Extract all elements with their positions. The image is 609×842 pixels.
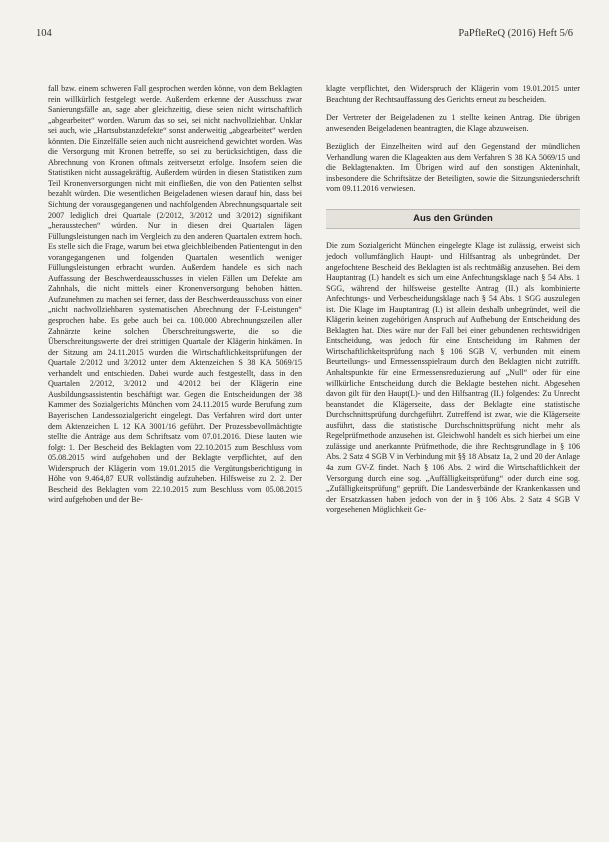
body-paragraph: Die zum Sozialgericht München eingelegte Klage ist zulässig, erweist sich jedoch vollumfänglich Haupt- und Hilfsantrag als unbegründet. Der angefochtene Bescheid des Beklagten ist als rechtmäßig anzusehen. Bei dem Hauptantrag (I.) handelt es sich um eine Anfechtungsklage nach § 54 Abs. 1 SGG, während der hilfsweise gestellte Antrag (II.) als kombinierte Anfechtungs- und Verbescheidungsklage nach § 54 Abs. 1 SGG auszulegen ist. Die Klage im Hauptantrag (I.) ist allein deshalb unbegründet, weil die Klägerin keinen zugehörigen Anspruch auf Aufhebung der Entscheidung des Beklagten hat. Dies wäre nur der Fall bei einer gebundenen rechtswidrigen Entscheidung, was jedoch für eine Entscheidung im Rahmen der Wirtschaftlichkeitsprüfung nach § 106 SGB V, verbunden mit einem Beurteilungs- und Ermessensspielraum durch den Beklagten nicht zutrifft. Anhaltspunkte für eine Ermessensreduzierung auf „Null“ oder für eine willkürliche Entscheidung durch die Beklagte bestehen nicht. Abgesehen davon gilt für den Haupt(I.)- und den Hilfsantrag (II.) folgendes: Zu Unrecht beanstandet die Klägerseite, dass der Beklagte eine statistische Durchschnittsprüfung durchgeführt. Zutreffend ist zwar, wie die Klägerseite ausführt, dass die statistische Durchschnittsprüfung nicht mehr als Regelprüfmethode anzusehen ist. Gleichwohl handelt es sich hierbei um eine zulässige und anerkannte Prüfmethode, die ihre Rechtsgrundlage in § 106 Abs. 2 Satz 4 SGB V in Verbindung mit §§ 18 Absatz 1a, 2 und 20 der Anlage 4a zum GV-Z findet. Nach § 106 Abs. 2 wird die Wirtschaftlichkeit der Versorgung durch eine sog. „Auffälligkeitsprüfung“ oder durch eine sog. „Zufälligkeitsprüfung“ geprüft. Die Landesverbände der Krankenkassen und der Ersatzkassen haben jedoch von der in § 106 Abs. 2 Satz 4 SGB V vorgesehenen Möglichkeit Ge- bbox=[326, 241, 580, 515]
running-header bbox=[36, 28, 573, 42]
body-paragraph: klagte verpflichtet, den Widerspruch der Klägerin vom 19.01.2015 unter Beachtung der Rechtsauffassung des Gerichts erneut zu bescheiden. bbox=[326, 84, 580, 104]
body-paragraph: fall bzw. einem schweren Fall gesprochen werden könne, von dem Beklagten rein willkürlich festgelegt werde. Außerdem erkenne der Ausschuss zwar Sanierungsfälle an, sage aber gleichzeitig, diese seien nicht wirtschaftlich „abgearbeitet“ worden. Warum das so sei, sei nicht nachvollziehbar. Unklar sei auch, wie „Hartsubstanzdefekte“ sonst anderweitig „abgearbeitet“ werden könnten. Die Einzelfälle seien auch nicht ausreichend gewichtet worden. Was die Versorgung mit Kronen betreffe, so sei zu berücksichtigen, dass die Abrechnung von Kronen oftmals zeitversetzt erfolge. Insofern seien die Statistiken nicht aussagekräftig. Außerdem würden in diesen Statistiken zum Teil Kronenversorgungen nicht mit einfließen, die von den Patienten selbst bezahlt würden. Die wesentlichen Beigeladenen wiesen darauf hin, dass bei Sichtung der vorausgegangenen und nachfolgenden Abrechnungsquartale seit 2007 lediglich drei Quartale (2/2012, 3/2012 und 3/2012) signifikant „herausstechen“ würden. Nur in diesen drei Quartalen lägen Füllungsleistungen nach im Vergleich zu den anderen Quartalen extrem hoch. Es stelle sich die Frage, warum bei etwa gleichbleibenden Patientengut in den vorangegangenen und folgenden Quartalen wesentlich weniger Füllungsleistungen erbracht wurden. Außerdem handele es sich nach Auffassung der Beschwerdeausschusses in vielen Fällen um Defekte am Zahnhals, die nicht mittels einer Kronenversorgung behoben hätten. Aufzunehmen zu machen sei ferner, dass der Beschwerdeausschuss von einer „nicht nachvollziehbaren systematischen Abrechnung der F-Leistungen“ gesprochen habe. Es gebe auch bei ca. 100.000 Abrechnungszeilen aller Zahnärzte keine solchen Überschreitungswerte, die so die Überschreitungswerte der drei strittigen Quartale der Klägerin hinkämen. In der Sitzung am 24.11.2015 wurden die Wirtschaftlichkeitsprüfungen der Quartale 2/2012 und 3/2012 unter dem Aktenzeichen S 38 KA 5069/15 verhandelt und entschieden. Dabei wurde auch festgestellt, dass in den Quartalen 2/2012, 3/2012 und 4/2012 bei der Klägerin eine Ausbildungsassistentin beschäftigt war. Gegen die Entscheidungen der 38 Kammer des Sozialgerichts München vom 24.11.2015 wurde Berufung zum Bayerischen Landessozialgericht eingelegt. Das Verfahren wird dort unter dem Aktenzeichen L 12 KA 3001/16 geführt. Der Prozessbevollmächtigte stellte die Anträge aus dem Schriftsatz vom 07.01.2016. Diese lauten wie folgt: 1. Der Bescheid des Beklagten vom 22.10.2015 zum Beschluss vom 05.08.2015 wird aufgehoben und der Beklagte verpflichtet, auf den Widerspruch der Klägerin vom 19.01.2015 die Vergütungsberichtigung in Höhe von 9.464,87 EUR vollständig aufzuheben. Hilfsweise zu 2. 2. Der Bescheid des Beklagten vom 22.10.2015 zum Beschluss vom 05.08.2015 wird aufgehoben und der Be- bbox=[48, 84, 302, 505]
journal-reference: PaPfleReQ (2016) Heft 5/6 bbox=[458, 28, 573, 39]
left-column bbox=[48, 84, 302, 506]
page-number: 104 bbox=[36, 28, 52, 39]
body-paragraph: Der Vertreter der Beigeladenen zu 1 stellte keinen Antrag. Die übrigen anwesenden Beigeladenen beantragten, die Klage abzuweisen. bbox=[326, 113, 580, 133]
body-paragraph: Bezüglich der Einzelheiten wird auf den Gegenstand der mündlichen Verhandlung waren die Klageakten aus dem Verfahren S 38 KA 5069/15 und die Beklagtenakten. Im Übrigen wird auf den sonstigen Akteninhalt, insbesondere die Schriftsätze der Beteiligten, sowie die Sitzungsniederschrift vom 09.11.2016 verwiesen. bbox=[326, 142, 580, 194]
section-heading: Aus den Gründen bbox=[326, 209, 580, 230]
right-column bbox=[326, 84, 580, 516]
